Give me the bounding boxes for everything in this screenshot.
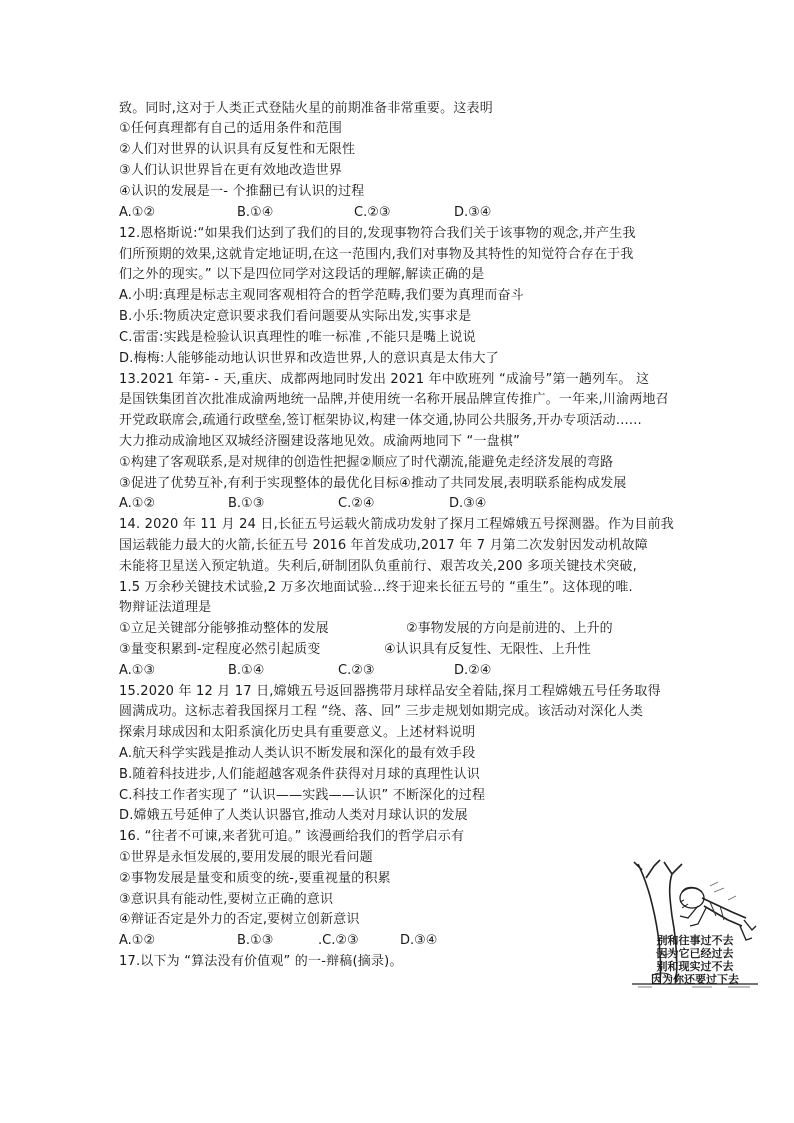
q13-stem: 13.2021 年第- - 天,重庆、成都两地同时发出 2021 年中欧班列 “成渝号”第一趟列车。 这 bbox=[119, 372, 650, 387]
answer-option: A.①② bbox=[119, 933, 156, 948]
q14-stem: 未能将卫星送入预定轨道。失利后,研制团队负重前行、艰苦攻关,200 多项关键技术突破, bbox=[119, 559, 637, 574]
cartoon-caption-line: 因为它已经过去 bbox=[656, 947, 734, 960]
q14-stem: 物辩证法道理是 bbox=[119, 600, 212, 615]
cartoon-caption-line: 别和往事过不去 bbox=[656, 934, 734, 947]
q12-stem: 12.恩格斯说:“如果我们达到了我们的目的,发现事物符合我们关于该事物的观念,并产生我 bbox=[119, 226, 636, 241]
q11-item-3: ③人们认识世界旨在更有效地改造世界 bbox=[119, 163, 343, 178]
cartoon-caption-line: 别和现实过不去 bbox=[656, 960, 734, 973]
q11-item-2: ②人们对世界的认识具有反复性和无限性 bbox=[119, 142, 356, 157]
q16-item-1: ①世界是永恒发展的,要用发展的眼光看问题 bbox=[119, 850, 373, 865]
q14-item-3: ③量变积累到-定程度必然引起质变 bbox=[119, 642, 321, 657]
q14-stem: 国运载能力最大的火箭,长征五号 2016 年首发成功,2017 年 7 月第二次发射因发动机故障 bbox=[119, 538, 648, 553]
cartoon-caption-line: 因为你还要过下去 bbox=[651, 973, 739, 986]
q13-items-3-4: ③促进了优势互补,有利于实现整体的最优化目标④推动了共同发展,表明联系能构成发展 bbox=[119, 476, 627, 491]
q11-stem-end: 致。同时,这对于人类正式登陆火星的前期准备非常重要。这表明 bbox=[119, 101, 493, 116]
answer-option: C.②④ bbox=[338, 496, 375, 511]
q12-option-d: D.梅梅:人能够能动地认识世界和改造世界,人的意识真是太伟大了 bbox=[119, 351, 499, 366]
q14-item-4: ④认识具有反复性、无限性、上升性 bbox=[384, 642, 591, 657]
q13-stem: 开党政联席会,疏通行政壁垒,签订框架协议,构建一体交通,协同公共服务,开办专项活动...... bbox=[119, 413, 642, 428]
q17-stem: 17.以下为 “算法没有价值观” 的一-辩稿(摘录)。 bbox=[119, 954, 403, 969]
answer-option: .C.②③ bbox=[318, 933, 359, 948]
q16-stem: 16. “往者不可谏,来者犹可追。” 该漫画给我们的哲学启示有 bbox=[119, 829, 465, 844]
q12-stem: 们之外的现实。” 以下是四位同学对这段话的理解,解读正确的是 bbox=[119, 267, 485, 282]
q14-item-2: ②事物发展的方向是前进的、上升的 bbox=[406, 621, 613, 636]
answer-option: D.③④ bbox=[400, 933, 438, 948]
q11-item-1: ①任何真理都有自己的适用条件和范围 bbox=[119, 121, 343, 136]
q12-option-c: C.雷雷:实践是检验认识真理性的唯一标准 ,不能只是嘴上说说 bbox=[119, 330, 476, 345]
answer-option: D.②④ bbox=[454, 663, 492, 678]
answer-option: B.①③ bbox=[237, 933, 274, 948]
answer-option: B.①④ bbox=[228, 663, 265, 678]
answer-option: D.③④ bbox=[454, 205, 492, 220]
answer-option: B.①③ bbox=[228, 496, 265, 511]
answer-option: D.③④ bbox=[449, 496, 487, 511]
q16-item-2: ②事物发展是量变和质变的统-,要重视量的积累 bbox=[119, 871, 391, 886]
answer-option: A.①② bbox=[119, 205, 156, 220]
q15-option-d: D.嫦娥五号延伸了人类认识器官,推动人类对月球认识的发展 bbox=[119, 808, 468, 823]
q15-stem: 圆满成功。这标志着我国探月工程 “绕、落、回” 三步走规划如期完成。该活动对深化人类 bbox=[119, 704, 644, 719]
q15-stem: 15.2020 年 12 月 17 日,嫦娥五号返回器携带月球样品安全着陆,探月工程嫦娥五号任务取得 bbox=[119, 684, 661, 699]
answer-option: C.②③ bbox=[338, 663, 375, 678]
q13-items-1-2: ①构建了客观联系,是对规律的创造性把握②顺应了时代潮流,能避免走经济发展的弯路 bbox=[119, 455, 614, 470]
answer-option: B.①④ bbox=[237, 205, 274, 220]
answer-option: C.②③ bbox=[354, 205, 391, 220]
q15-stem: 探索月球成因和太阳系演化历史具有重要意义。上述材料说明 bbox=[119, 725, 476, 740]
q12-stem: 们所预期的效果,这就肯定地证明,在这一范围内,我们对事物及其特性的知觉符合存在于我 bbox=[119, 247, 634, 262]
q14-item-1: ①立足关键部分能够推动整体的发展 bbox=[119, 621, 329, 636]
q13-stem: 是国铁集团首次批准成渝两地统一品牌,并使用统一名称开展品牌宣传推广。一年来,川渝两地召 bbox=[119, 392, 669, 407]
q14-stem: 14. 2020 年 11 月 24 日,长征五号运载火箭成功发射了探月工程嫦娥五号探测器。作为目前我 bbox=[119, 517, 674, 532]
answer-option: A.①③ bbox=[119, 663, 156, 678]
q16-item-3: ③意识具有能动性,要树立正确的意识 bbox=[119, 892, 334, 907]
q13-stem: 大力推动成渝地区双城经济圈建设落地见效。成渝两地同下 “一盘棋” bbox=[119, 434, 521, 449]
q16-item-4: ④辩证否定是外力的否定,要树立创新意识 bbox=[119, 912, 360, 927]
answer-option: A.①② bbox=[119, 496, 156, 511]
q12-option-a: A.小明:真理是标志主观同客观相符合的哲学范畴,我们要为真理而奋斗 bbox=[119, 288, 524, 303]
q11-item-4: ④认识的发展是一- 个推翻已有认识的过程 bbox=[119, 184, 365, 199]
q14-stem: 1.5 万余秒关键技术试验,2 万多次地面试验...终于迎来长征五号的 “重生”。这体现的唯. bbox=[119, 580, 633, 595]
q15-option-c: C.科技工作者实现了 “认识——实践——认识” 不断深化的过程 bbox=[119, 788, 486, 803]
q15-option-a: A.航天科学实践是推动人类认识不断发展和深化的最有效手段 bbox=[119, 746, 476, 761]
q12-option-b: B.小乐:物质决定意识要求我们看问题要从实际出发,实事求是 bbox=[119, 309, 472, 324]
q15-option-b: B.随着科技进步,人们能超越客观条件获得对月球的真理性认识 bbox=[119, 767, 480, 782]
